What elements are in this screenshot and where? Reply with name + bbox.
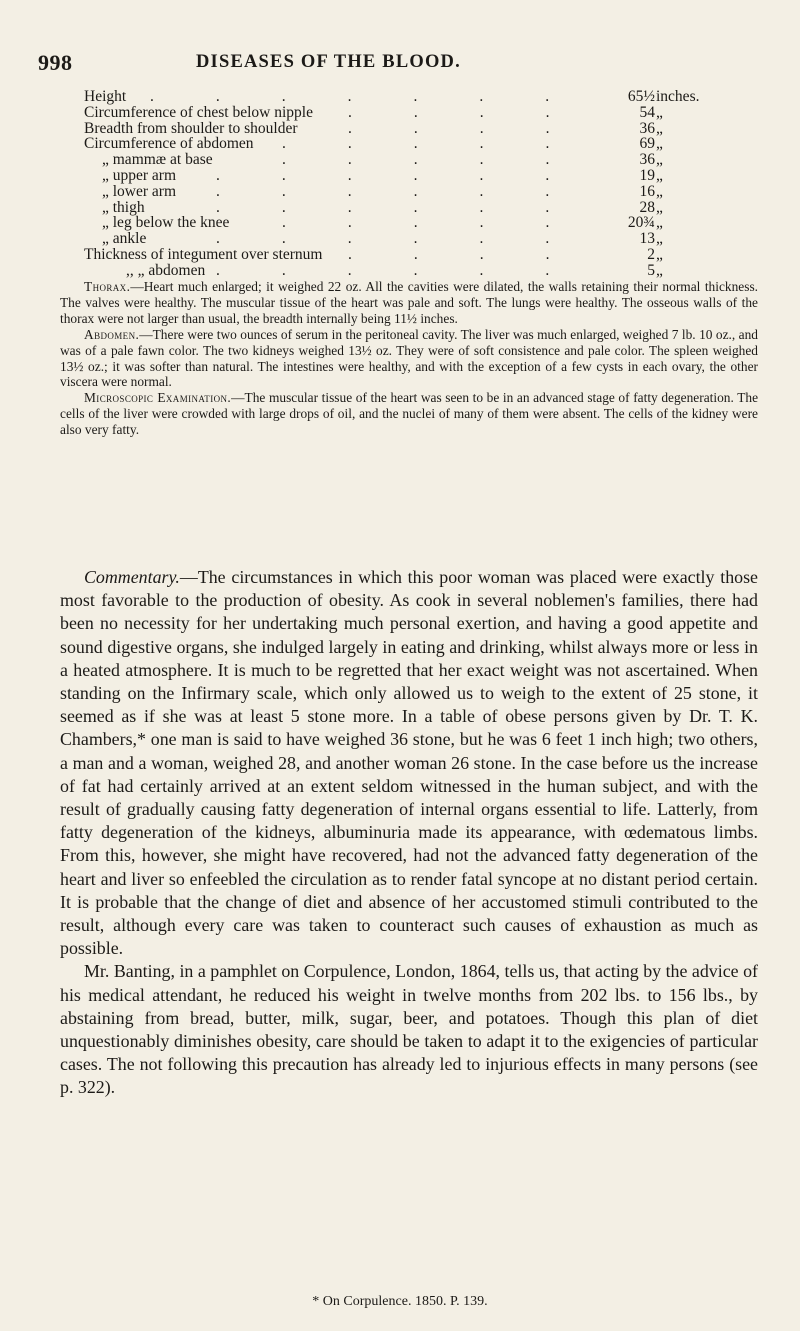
dot-leader: ...... [216,261,612,279]
abdomen-paragraph [60,327,758,391]
measurement-label: Circumference of chest below nipple [84,103,313,121]
abdomen-heading: Abdomen. [84,326,140,342]
measurement-label: Circumference of abdomen [84,135,254,153]
measurement-unit: „ [656,119,663,137]
measurement-row [84,136,754,152]
measurement-value: 28 [639,198,655,216]
measurement-label: Height [84,88,127,105]
measurement-row [84,263,754,279]
measurement-value: 5 [647,261,655,279]
commentary-text-2: Mr. Banting, in a pamphlet on Corpulence, London, 1864, tells us, that acting by the advice of his medical attendant, he reduced his weight in twelve months from 202 lbs. to 156 lbs., by abstaining from bread, butter, milk, sugar, beer, and potatoes. Though this plan of diet unquestionably diminishes obesity, care should be taken to adapt it to the exigencies of particular cases. The not following this precaution has already led to injurious effects in many persons (see p. 322). [60,961,758,1098]
measurement-unit: inches. [656,88,700,105]
measurement-value: 36 [639,119,655,137]
measurement-row [84,89,754,105]
measurement-row [84,105,754,121]
microscopic-text: —The muscular tissue of the heart was seen to be in an advanced stage of fatty degeneration. The cells of the liver were crowded with large drops of oil, and the nuclei of many of them were absent. The cells of the kidney were also very fatty. [60,390,759,438]
footnote: * On Corpulence. 1850. P. 139. [312,1294,488,1309]
measurement-value: 19 [639,166,655,184]
measurement-row [84,215,754,231]
thorax-text: —Heart much enlarged; it weighed 22 oz. All the cavities were dilated, the walls retaining their normal thickness. The valves were healthy. The muscular tissue of the heart was pale and soft. The lungs were healthy. The osseous walls of the thorax were not larger than usual, the breadth internally being 11½ inches. [60,279,758,326]
measurement-row [84,152,754,168]
measurement-label: „ ankle [102,230,147,248]
measurement-label: Breadth from shoulder to shoulder [84,119,298,137]
measurement-value: 13 [639,230,655,248]
page-header [38,50,758,74]
measurement-value: 2 [647,245,655,263]
measurement-label: „ upper arm [102,166,177,184]
commentary-heading: Commentary. [84,567,180,587]
dot-leader: ...... [216,230,612,248]
measurement-value: 36 [639,151,655,169]
measurement-label: „ lower arm [102,182,177,200]
dot-leader: ..... [282,135,612,153]
measurement-row [84,231,754,247]
measurement-unit: „ [656,151,663,169]
commentary-paragraph-1 [60,566,758,960]
measurement-unit: „ [656,135,663,153]
measurement-unit: „ [656,182,663,200]
dot-leader: ...... [216,166,612,184]
measurement-row [84,184,754,200]
measurement-unit: „ [656,214,663,232]
abdomen-text: —There were two ounces of serum in the peritoneal cavity. The liver was much enlarged, weighed 7 lb. 10 oz., and was of a pale fawn color. The two kidneys weighed 13½ oz. They were of soft consistence and pale color. The spleen weighed 13½ oz.; it was softer than natural. The intestines were healthy, and with the exception of a few cysts in each ovary, the other viscera were normal. [60,326,758,390]
dot-leader: ..... [282,151,612,169]
microscopic-paragraph [60,390,758,438]
running-head: DISEASES OF THE BLOOD. [196,52,461,72]
measurement-row [84,121,754,137]
measurement-label: „ mammæ at base [102,151,213,169]
measurement-unit: „ [656,261,663,279]
measurement-unit: „ [656,230,663,248]
measurement-value: 69 [639,135,655,153]
measurement-row [84,247,754,263]
autopsy-findings [60,279,758,438]
commentary-text-1: —The circumstances in which this poor woman was placed were exactly those most favorable to the production of obesity. As cook in several noblemen's families, there had been no necessity for her undertaking much personal exertion, and having a good appetite and sound digestive organs, she indulged largely in eating and drinking, whilst always more or less in a heated atmosphere. It is much to be regretted that her exact weight was not ascertained. When standing on the Infirmary scale, which only allowed us to weigh to the extent of 25 stone, it seemed as if she was at least 5 stone more. In a table of obese persons given by Dr. T. K. Chambers,* one man is said to have weighed 36 stone, but he was 6 feet 1 inch high; two others, a man and a woman, weighed 28, and another woman 26 stone. In the case before us the increase of fat had certainly arrived at an extent seldom witnessed in the human subject, and with the result of gradually causing fatty degeneration of internal organs essential to life. Latterly, from fatty degeneration of the kidneys, albuminuria made its appearance, with œdematous limbs. From this, however, she might have recovered, had not the advanced fatty degeneration of the heart and liver so enfeebled the circulation as to render fatal syncope at no distant period certain. It is probable that the change of diet and absence of her accustomed stimuli contributed to the result, although every care was taken to counteract such causes of exhaustion as much as possible. [60,567,758,959]
thorax-paragraph [60,279,758,327]
measurement-value: 54 [639,103,655,121]
measurement-row [84,168,754,184]
thorax-heading: Thorax. [84,279,131,294]
dot-leader: ....... [150,88,612,105]
measurement-value: 20¾ [627,214,655,232]
measurement-row [84,200,754,216]
microscopic-heading: Microscopic Examination. [84,390,232,406]
measurement-unit: „ [656,166,663,184]
dot-leader: ...... [216,182,612,200]
measurement-label: ,, „ abdomen [126,261,206,279]
measurement-unit: „ [656,198,663,216]
dot-leader: ...... [216,198,612,216]
measurement-label: „ leg below the knee [102,214,230,232]
measurement-label: Thickness of integument over sternum [84,245,323,263]
measurement-value: 16 [639,182,655,200]
dot-leader: .... [348,119,612,137]
measurement-label: „ thigh [102,198,145,216]
dot-leader: ..... [282,214,612,232]
measurement-unit: „ [656,103,663,121]
measurement-value: 65½ [627,88,655,105]
dot-leader: .... [348,245,612,263]
dot-leader: .... [348,103,612,121]
measurement-unit: „ [656,245,663,263]
page-number: 998 [38,50,73,75]
commentary-paragraph-2 [60,960,758,1099]
commentary-section [60,566,758,1100]
measurements-table [84,89,754,279]
